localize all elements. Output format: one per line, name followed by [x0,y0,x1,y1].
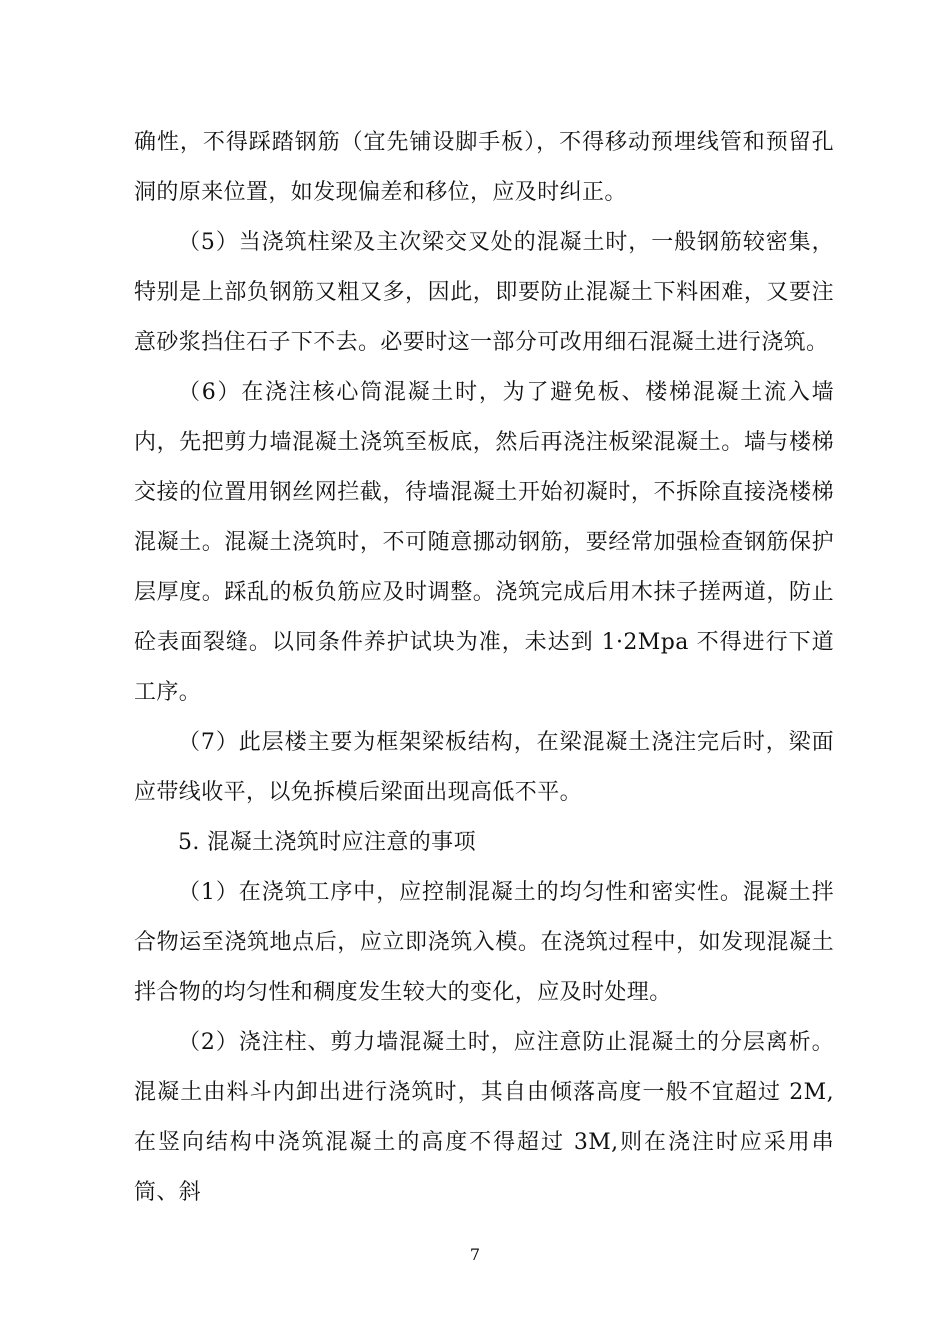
paragraph-note-1: （1）在浇筑工序中，应控制混凝土的均匀性和密实性。混凝土拌合物运至浇筑地点后，应立即浇筑入模。在浇筑过程中，如发现混凝土拌合物的均匀性和稠度发生较大的变化，应及时处理。 [134,880,834,1005]
paragraph-item-5: （5）当浇筑柱梁及主次梁交叉处的混凝土时，一般钢筋较密集，特别是上部负钢筋又粗又多，因此，即要防止混凝土下料困难，又要注意砂浆挡住石子下不去。必要时这一部分可改用细石混凝土进行浇筑。 [134,230,834,355]
paragraph-item-7: （7）此层楼主要为框架梁板结构，在梁混凝土浇注完后时，梁面应带线收平，以免拆模后梁面出现高低不平。 [134,730,834,805]
paragraph-item-6: （6）在浇注核心筒混凝土时，为了避免板、楼梯混凝土流入墙内，先把剪力墙混凝土浇筑至板底，然后再浇注板梁混凝土。墙与楼梯交接的位置用钢丝网拦截，待墙混凝土开始初凝时，不拆除直接浇楼梯混凝土。混凝土浇筑时，不可随意挪动钢筋，要经常加强检查钢筋保护层厚度。踩乱的板负筋应及时调整。浇筑完成后用木抹子搓两道，防止砼表面裂缝。以同条件养护试块为准，未达到 1·2Mpa 不得进行下道工序。 [134,380,834,705]
page-number: 7 [469,1245,481,1264]
paragraph-note-2: （2）浇注柱、剪力墙混凝土时，应注意防止混凝土的分层离析。混凝土由料斗内卸出进行浇筑时，其自由倾落高度一般不宜超过 2M,在竖向结构中浇筑混凝土的高度不得超过 3M,则在浇注时应采用串筒、斜 [134,1030,834,1205]
paragraph-continuation: 确性，不得踩踏钢筋（宜先铺设脚手板），不得移动预埋线管和预留孔洞的原来位置，如发现偏差和移位，应及时纠正。 [134,130,834,205]
section-heading: 5. 混凝土浇筑时应注意的事项 [178,830,476,855]
body-text [134,118,834,1218]
